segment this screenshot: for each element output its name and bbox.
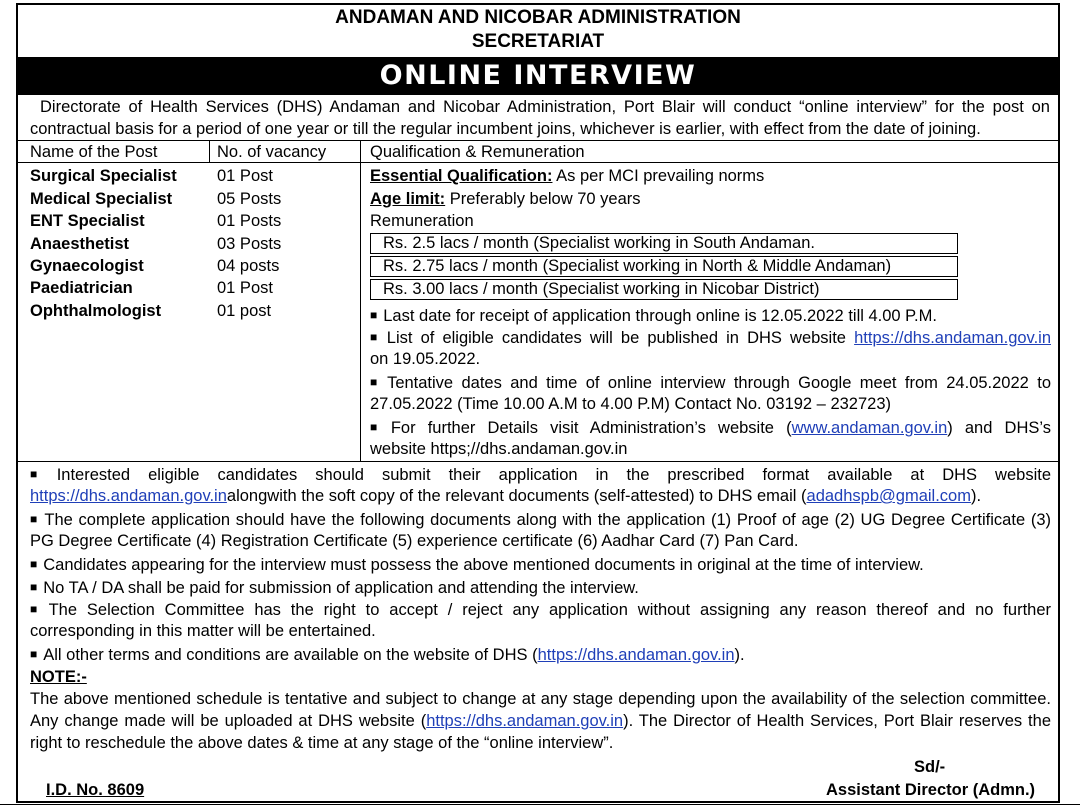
bullet-further-details: ■ For further Details visit Administration’s website (www.andaman.gov.in) and DHS’s — [370, 419, 1052, 437]
bullet-eligible-list: ■ List of eligible candidates will be published in DHS website https://dhs.andaman.gov.in — [370, 329, 1051, 347]
banner-text: ONLINE INTERVIEW — [379, 60, 697, 91]
sd-mark: Sd/- — [914, 758, 946, 776]
dhs-website-link[interactable]: https://dhs.andaman.gov.in — [426, 712, 624, 730]
administration-title: ANDAMAN AND NICOBAR ADMINISTRATION — [335, 7, 741, 28]
remuneration-rate: Rs. 2.75 lacs / month (Specialist working in North & Middle Andaman) — [383, 257, 892, 275]
remuneration-label: Remuneration — [370, 212, 474, 230]
term-submission-email: https://dhs.andaman.gov.inalongwith the soft copy of the relevant documents (self-attested) to DHS email (adadhspb@gmail.com). — [30, 487, 982, 505]
signatory-title: Assistant Director (Admn.) — [826, 781, 1036, 799]
post-name: Anaesthetist — [30, 235, 130, 253]
square-bullet-icon: ■ — [370, 420, 385, 434]
post-name: Medical Specialist — [30, 190, 173, 208]
term-selection-committee-cont: corresponding in this matter will be entertained. — [30, 622, 376, 640]
interview-time-contact: 27.05.2022 (Time 10.00 A.M to 4.00 P.M) Contact No. 03192 – 232723) — [370, 395, 891, 413]
remuneration-box — [370, 256, 958, 277]
table-header-border — [18, 162, 1058, 163]
intro-line-1: Directorate of Health Services (DHS) Andaman and Nicobar Administration, Port Blair will conduct “online interview” for the post on — [40, 98, 1050, 116]
remuneration-box — [370, 279, 958, 300]
square-bullet-icon: ■ — [30, 580, 38, 594]
remuneration-box — [370, 233, 958, 254]
age-value: Preferably below 70 years — [445, 190, 641, 208]
bullet-interview-dates: ■ Tentative dates and time of online interview through Google meet from 24.05.2022 to — [370, 374, 1051, 392]
post-vacancy: 01 Post — [217, 279, 273, 297]
post-name: ENT Specialist — [30, 212, 145, 230]
term-documents-cont: PG Degree Certificate (4) Registration Certificate (5) experience certificate (6) Aadhar Card (7) Pan Card. — [30, 532, 799, 550]
dhs-website-link[interactable]: https://dhs.andaman.gov.in — [537, 646, 735, 664]
square-bullet-icon: ■ — [30, 602, 43, 616]
eligible-list-date: on 19.05.2022. — [370, 350, 481, 368]
post-vacancy: 03 Posts — [217, 235, 282, 253]
dhs-website-link[interactable]: https://dhs.andaman.gov.in — [30, 487, 227, 505]
header-qualification: Qualification & Remuneration — [370, 143, 585, 161]
post-name: Gynaecologist — [30, 257, 144, 275]
note-line-2: Any change made will be uploaded at DHS website (https://dhs.andaman.gov.in). The Director of Health Services, Port Blair reserves the — [30, 712, 1051, 730]
essential-qualification — [370, 166, 764, 186]
note-heading: NOTE:- — [30, 668, 87, 686]
square-bullet-icon: ■ — [370, 330, 381, 344]
remuneration-rate: Rs. 3.00 lacs / month (Specialist working in Nicobar District) — [383, 280, 820, 298]
post-vacancy: 04 posts — [217, 257, 280, 275]
page-bottom-rule — [0, 804, 1080, 805]
term-documents: ■ The complete application should have the following documents along with the application (1) Proof of age (2) UG Degree Certificate (3) — [30, 511, 1051, 529]
note-line-1: The above mentioned schedule is tentative and subject to change at any stage depending upon the availability of the selection committee. — [30, 690, 1051, 708]
term-other-conditions: ■ All other terms and conditions are available on the website of DHS (https://dhs.andaman.gov.in). — [30, 646, 745, 664]
square-bullet-icon: ■ — [370, 375, 382, 389]
post-vacancy: 01 Posts — [217, 212, 282, 230]
square-bullet-icon: ■ — [370, 308, 378, 322]
bullet-last-date: ■ Last date for receipt of application through online is 12.05.2022 till 4.00 P.M. — [370, 307, 937, 325]
notice — [16, 3, 1060, 803]
dhs-website-text: website https;//dhs.andaman.gov.in — [370, 440, 628, 458]
square-bullet-icon: ■ — [30, 557, 38, 571]
post-vacancy: 05 Posts — [217, 190, 282, 208]
essential-value: As per MCI prevailing norms — [552, 167, 765, 185]
dhs-email-link[interactable]: adadhspb@gmail.com — [806, 487, 971, 505]
age-label: Age limit: — [370, 190, 446, 208]
term-no-ta-da: ■ No TA / DA shall be paid for submission of application and attending the interview. — [30, 579, 639, 597]
administration-website-link[interactable]: www.andaman.gov.in — [791, 419, 948, 437]
term-original-documents: ■ Candidates appearing for the interview must possess the above mentioned documents in original at the time of interview. — [30, 556, 924, 574]
table-top-border — [18, 140, 1058, 141]
age-limit — [370, 189, 641, 209]
term-interested-candidates: ■ Interested eligible candidates should submit their application in the prescribed format available at DHS website — [30, 466, 1051, 484]
remuneration-rate: Rs. 2.5 lacs / month (Specialist working in South Andaman. — [383, 234, 815, 252]
square-bullet-icon: ■ — [30, 467, 51, 481]
dhs-website-link[interactable]: https://dhs.andaman.gov.in — [854, 329, 1051, 347]
square-bullet-icon: ■ — [30, 647, 38, 661]
column-divider-1 — [209, 140, 210, 162]
post-name: Surgical Specialist — [30, 167, 177, 185]
post-vacancy: 01 post — [217, 302, 272, 320]
column-divider-2 — [360, 140, 361, 461]
square-bullet-icon: ■ — [30, 512, 39, 526]
post-name: Ophthalmologist — [30, 302, 162, 320]
term-selection-committee: ■ The Selection Committee has the right to accept / reject any application without assigning any reason thereof and no further — [30, 601, 1051, 619]
header-vacancy: No. of vacancy — [217, 143, 327, 161]
note-line-3: right to reschedule the above dates & time at any stage of the “online interview”. — [30, 734, 614, 752]
essential-label: Essential Qualification: — [370, 167, 553, 185]
secretariat-title: SECRETARIAT — [471, 31, 605, 52]
header-post-name: Name of the Post — [30, 143, 158, 161]
table-bottom-border — [18, 461, 1058, 462]
id-number: I.D. No. 8609 — [46, 781, 145, 799]
post-name: Paediatrician — [30, 279, 133, 297]
title-banner — [18, 57, 1058, 95]
post-vacancy: 01 Post — [217, 167, 273, 185]
intro-line-2: contractual basis for a period of one year or till the regular incumbent joins, whichever is earlier, with effect from the date of joining. — [30, 120, 981, 138]
